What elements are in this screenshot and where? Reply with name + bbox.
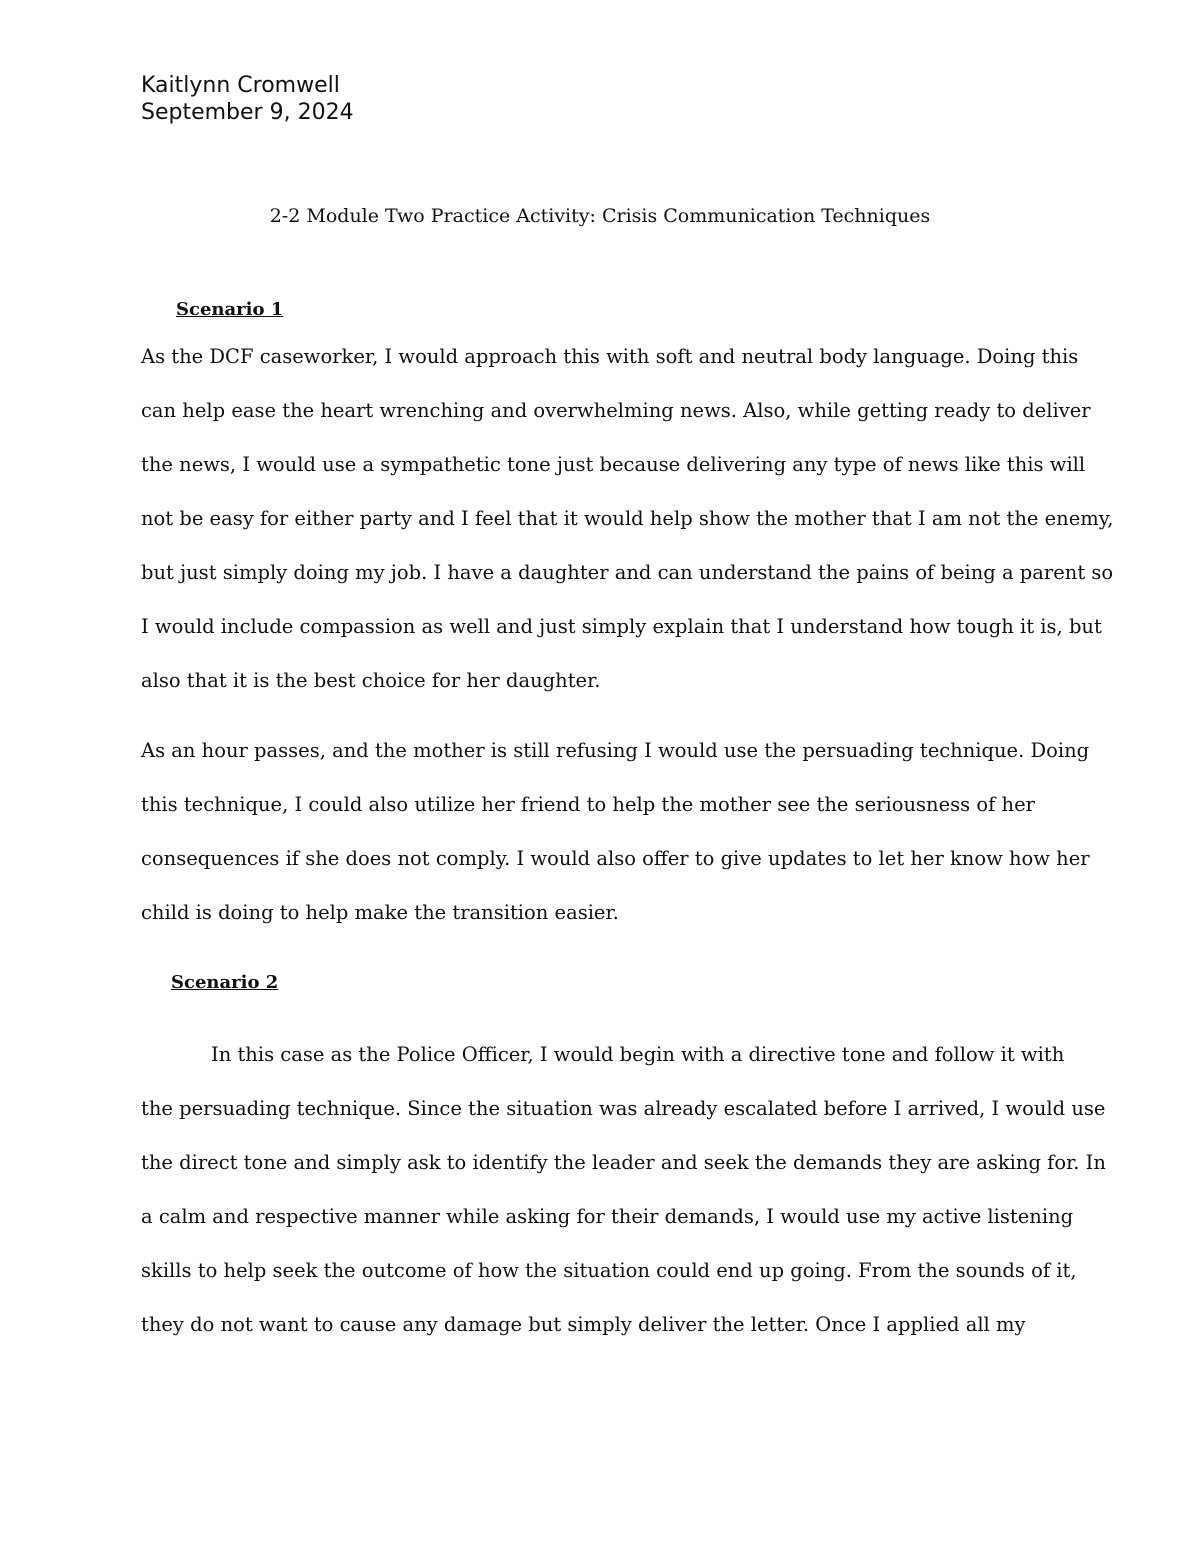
document-header <box>141 72 354 126</box>
text-line: not be easy for either party and I feel that it would help show the mother that I am not the enemy, <box>141 507 1114 530</box>
text-line: also that it is the best choice for her daughter. <box>141 669 601 692</box>
text-line: the news, I would use a sympathetic tone just because delivering any type of news like this will <box>141 453 1086 476</box>
text-line: As the DCF caseworker, I would approach this with soft and neutral body language. Doing this <box>141 345 1079 368</box>
scenario-1-paragraph-1 <box>141 342 1114 720</box>
text-line: consequences if she does not comply. I would also offer to give updates to let her know how her <box>141 847 1090 870</box>
scenario-1-heading: Scenario 1 <box>176 299 284 320</box>
document-title: 2-2 Module Two Practice Activity: Crisis Communication Techniques <box>269 205 931 227</box>
scenario-1-paragraph-2 <box>141 736 1090 952</box>
text-line: As an hour passes, and the mother is still refusing I would use the persuading technique. Doing <box>141 739 1090 762</box>
text-line: the direct tone and simply ask to identify the leader and seek the demands they are asking for. In <box>141 1151 1106 1174</box>
scenario-2-heading: Scenario 2 <box>171 972 279 993</box>
text-line: the persuading technique. Since the situation was already escalated before I arrived, I would use <box>141 1097 1106 1120</box>
text-line: they do not want to cause any damage but simply deliver the letter. Once I applied all my <box>141 1313 1026 1336</box>
text-line: In this case as the Police Officer, I would begin with a directive tone and follow it with <box>211 1043 1065 1066</box>
text-line: can help ease the heart wrenching and overwhelming news. Also, while getting ready to deliver <box>141 399 1091 422</box>
text-line: I would include compassion as well and just simply explain that I understand how tough it is, but <box>141 615 1102 638</box>
text-line: a calm and respective manner while asking for their demands, I would use my active listening <box>141 1205 1074 1228</box>
text-line: but just simply doing my job. I have a daughter and can understand the pains of being a parent so <box>141 561 1114 584</box>
scenario-2-paragraph-1 <box>141 1040 1106 1364</box>
text-line: skills to help seek the outcome of how the situation could end up going. From the sounds of it, <box>141 1259 1077 1282</box>
author-name: Kaitlynn Cromwell <box>141 73 340 98</box>
text-line: this technique, I could also utilize her friend to help the mother see the seriousness of her <box>141 793 1035 816</box>
document-date: September 9, 2024 <box>141 100 354 125</box>
text-line: child is doing to help make the transition easier. <box>141 901 619 924</box>
